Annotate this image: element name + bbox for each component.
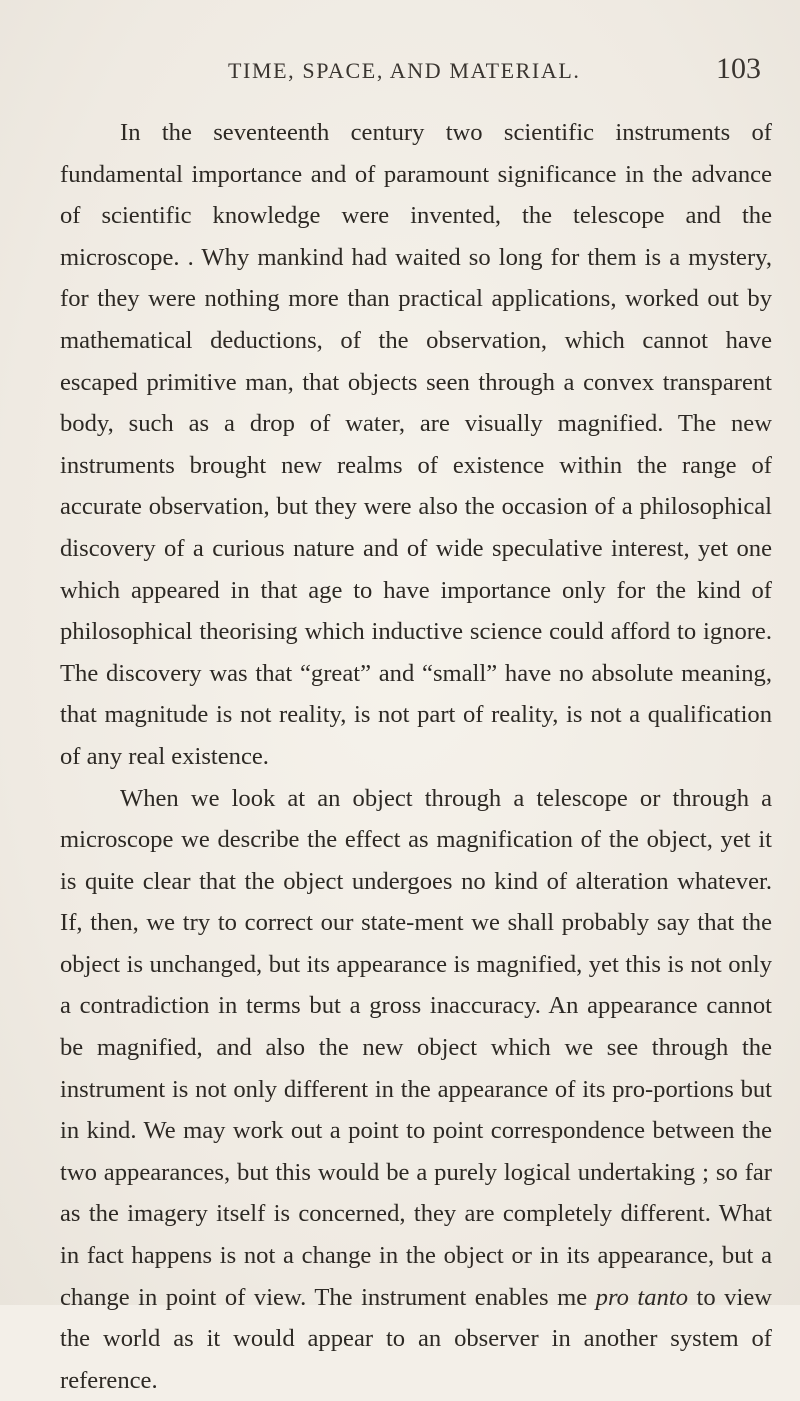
paragraph-2-part-1: When we look at an object through a telescope or through a microscope we describe the effect as magnification of the object, yet it is quite clear that the object undergoes no kind of alteration whatever. If, then, we try to correct our state-ment we shall probably say that the object is unchanged, but its appearance is magnified, yet this is not only a contradiction in terms but a gross inaccuracy. An appearance cannot be magnified, and also the new object which we see through the instrument is not only different in the appearance of its pro-portions but in kind. We may work out a point to point correspondence between the two appearances, but this would be a purely logical undertaking ; so far as the imagery itself is concerned, they are completely different. What in fact happens is not a change in the object or in its appearance, but a change in point of view. The instrument enables me xyxy=(60,785,772,1311)
body-text xyxy=(60,112,772,1401)
running-title: TIME, SPACE, AND MATERIAL. xyxy=(228,58,580,84)
paragraph-1: In the seventeenth century two scientific instruments of fundamental importance and of paramount significance in the advance of scientific knowledge were invented, the telescope and the microscope. . Why mankind had waited so long for them is a mystery, for they were nothing more than practical applications, worked out by mathematical deductions, of the observation, which cannot have escaped primitive man, that objects seen through a convex transparent body, such as a drop of water, are visually magnified. The new instruments brought new realms of existence within the range of accurate observation, but they were also the occasion of a philosophical discovery of a curious nature and of wide speculative interest, yet one which appeared in that age to have importance only for the kind of philosophical theorising which inductive science could afford to ignore. The discovery was that “great” and “small” have no absolute meaning, that magnitude is not reality, is not part of reality, is not a qualification of any real existence. xyxy=(60,112,772,778)
page-number: 103 xyxy=(716,52,761,86)
running-head xyxy=(0,56,800,96)
paragraph-2-part-2: to view the world as it would appear to an observer in another system of reference. xyxy=(60,1284,772,1394)
italic-phrase: pro tanto xyxy=(596,1284,688,1311)
paragraph-2 xyxy=(60,778,772,1401)
